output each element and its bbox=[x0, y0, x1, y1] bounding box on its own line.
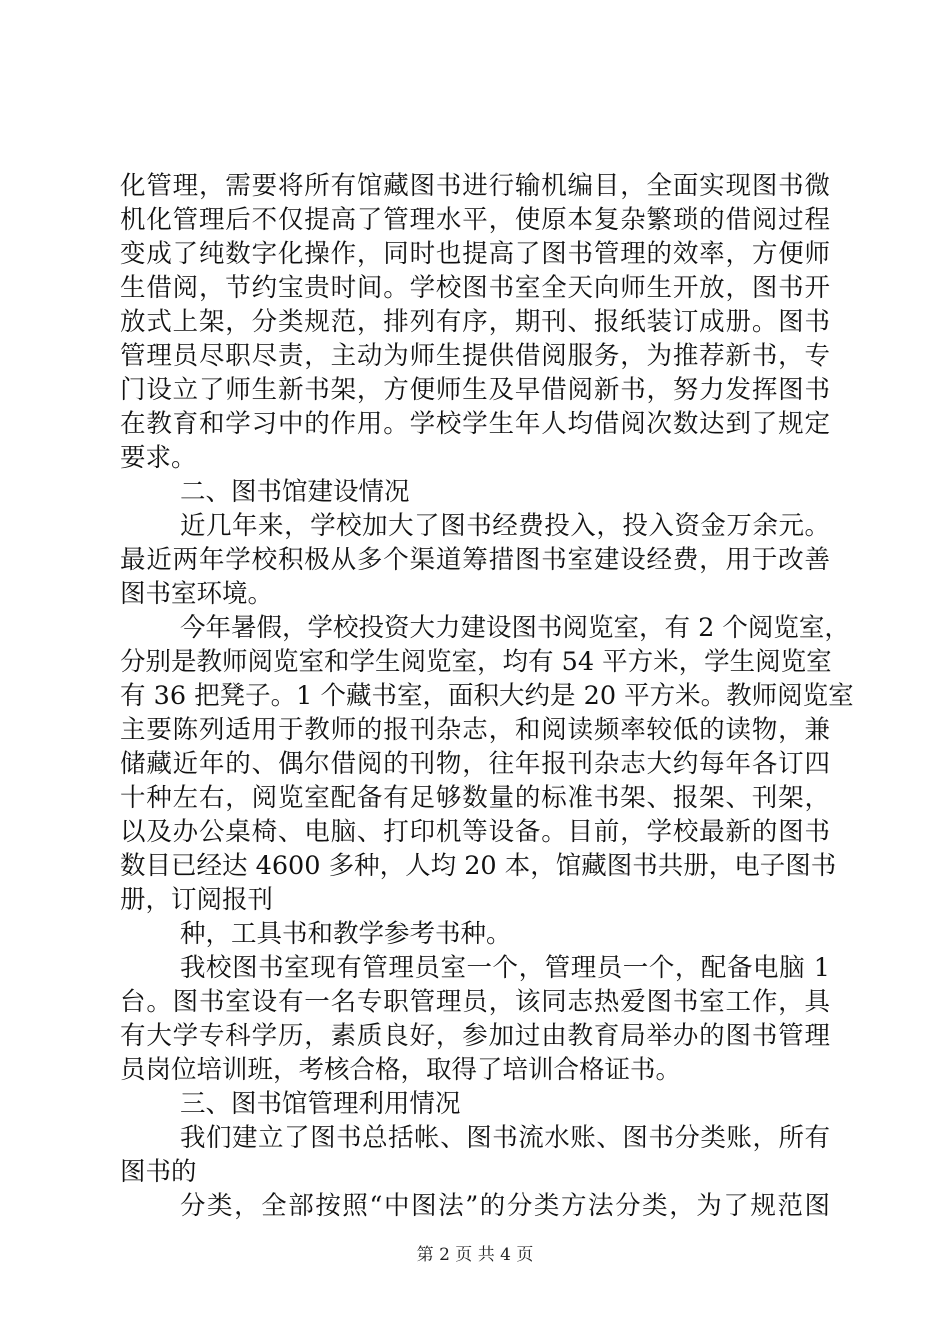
body-text-line: 有大学专科学历，素质良好，参加过由教育局举办的图书管理 bbox=[120, 1021, 830, 1051]
body-text-line: 要求。 bbox=[120, 443, 197, 473]
body-text-line: 有 36 把凳子。1 个藏书室，面积大约是 20 平方米。教师阅览室 bbox=[120, 681, 854, 711]
body-text-line: 我校图书室现有管理员室一个，管理员一个，配备电脑 1 bbox=[180, 953, 830, 983]
body-text-line: 变成了纯数字化操作，同时也提高了图书管理的效率，方便师 bbox=[120, 239, 830, 269]
body-text-line: 十种左右，阅览室配备有足够数量的标准书架、报架、刊架， bbox=[120, 783, 830, 813]
body-text-line: 管理员尽职尽责，主动为师生提供借阅服务，为推荐新书，专 bbox=[120, 341, 830, 371]
body-text-line: 门设立了师生新书架，方便师生及早借阅新书，努力发挥图书 bbox=[120, 375, 830, 405]
body-text-line: 分别是教师阅览室和学生阅览室，均有 54 平方米，学生阅览室 bbox=[120, 647, 832, 677]
body-text-line: 台。图书室设有一名专职管理员，该同志热爱图书室工作，具 bbox=[120, 987, 830, 1017]
body-text-line: 最近两年学校积极从多个渠道筹措图书室建设经费，用于改善 bbox=[120, 545, 830, 575]
body-text-line: 主要陈列适用于教师的报刊杂志，和阅读频率较低的读物，兼 bbox=[120, 715, 830, 745]
body-text-line: 种，工具书和教学参考书种。 bbox=[180, 919, 512, 949]
body-text-line: 员岗位培训班，考核合格，取得了培训合格证书。 bbox=[120, 1055, 682, 1085]
body-text-line: 图书的 bbox=[120, 1157, 197, 1187]
body-text-line: 储藏近年的、偶尔借阅的刊物，往年报刊杂志大约每年各订四 bbox=[120, 749, 830, 779]
section-heading: 二、图书馆建设情况 bbox=[180, 477, 410, 507]
body-text-line: 化管理，需要将所有馆藏图书进行输机编目，全面实现图书微 bbox=[120, 171, 830, 201]
body-text-line: 在教育和学习中的作用。学校学生年人均借阅次数达到了规定 bbox=[120, 409, 830, 439]
body-text-line: 我们建立了图书总括帐、图书流水账、图书分类账，所有 bbox=[180, 1123, 830, 1153]
body-text-line: 近几年来，学校加大了图书经费投入，投入资金万余元。 bbox=[180, 511, 830, 541]
body-text-line: 以及办公桌椅、电脑、打印机等设备。目前，学校最新的图书 bbox=[120, 817, 830, 847]
body-text-line: 图书室环境。 bbox=[120, 579, 274, 609]
body-text-line: 机化管理后不仅提高了管理水平，使原本复杂繁琐的借阅过程 bbox=[120, 205, 830, 235]
body-text-line: 放式上架，分类规范，排列有序，期刊、报纸装订成册。图书 bbox=[120, 307, 830, 337]
body-text-line: 今年暑假，学校投资大力建设图书阅览室，有 2 个阅览室， bbox=[180, 613, 850, 643]
page-footer: 第 2 页 共 4 页 bbox=[416, 1245, 534, 1265]
body-text-line: 册，订阅报刊 bbox=[120, 885, 274, 915]
body-text-line: 生借阅，节约宝贵时间。学校图书室全天向师生开放，图书开 bbox=[120, 273, 830, 303]
section-heading: 三、图书馆管理利用情况 bbox=[180, 1089, 461, 1119]
body-text-line: 分类，全部按照“中图法”的分类方法分类，为了规范图 bbox=[180, 1191, 830, 1221]
body-text-line: 数目已经达 4600 多种，人均 20 本，馆藏图书共册，电子图书 bbox=[120, 851, 837, 881]
